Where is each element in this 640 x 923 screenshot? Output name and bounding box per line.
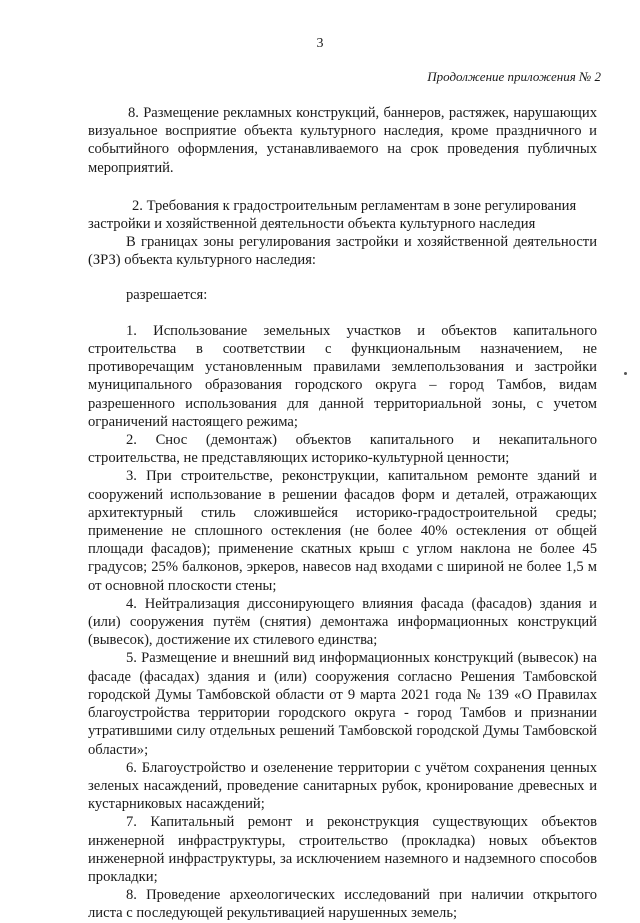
list-item: 7. Капитальный ремонт и реконструкция существующих объектов инженерной инфраструктуры, строительство (прокладка) новых объектов инженерной инфраструктуры, за исключением наземного и надземного способов прокладки;: [88, 814, 597, 885]
list-item: 8. Проведение археологических исследований при наличии открытого листа с последующей рекультивацией нарушенных земель;: [88, 887, 597, 922]
list-item: 2. Снос (демонтаж) объектов капитального и некапитального строительства, не представляющих историко-культурной ценности;: [88, 432, 597, 467]
list-item: 3. При строительстве, реконструкции, капитальном ремонте зданий и сооружений использование в решении фасадов форм и деталей, отражающих архитектурный стиль сложившейся историко-градостроительной среды; применение не сплошного остекления (не более 40% остекления от общей площади фасадов); применение скатных крыш с углом наклона не более 45 градусов; 25% балконов, эркеров, навесов над входами с шириной не более 1,5 м от основной плоскости стены;: [88, 468, 597, 594]
appendix-label: Продолжение приложения № 2: [427, 69, 601, 84]
scan-dot-mark: [624, 372, 627, 375]
section-title: [88, 197, 597, 233]
list-item: 1. Использование земельных участков и объектов капитального строительства в соответствии с функциональным назначением, не противоречащим установленным правилами землепользования и застройки муниципального образования городского округа – город Тамбов, видам разрешенного использования для данной территориальной зоны, с учетом ограничений настоящего режима;: [88, 322, 597, 430]
list-item: 5. Размещение и внешний вид информационных конструкций (вывесок) на фасаде (фасадах) здания и (или) сооружения согласно Решения Тамбовской городской Думы Тамбовской области от 9 марта 2021 года № 139 «О Правилах благоустройства территории городского округа - город Тамбов и признании утратившими силу отдельных решений Тамбовской городской Думы Тамбовской области»;: [88, 650, 597, 758]
item-8-advertising: 8. Размещение рекламных конструкций, баннеров, растяжек, нарушающих визуальное восприятие объекта культурного наследия, кроме праздничного и событийного оформления, устанавливаемого на срок проведения публичных мероприятий.: [88, 105, 597, 176]
permitted-label: разрешается:: [126, 286, 208, 303]
zone-intro: В границах зоны регулирования застройки и хозяйственной деятельности (ЗРЗ) объекта культурного наследия:: [88, 234, 597, 269]
list-item: 4. Нейтрализация диссонирующего влияния фасада (фасадов) здания и (или) сооружения путём (снятия) демонтажа информационных конструкций (вывесок), достижение их стилевого единства;: [88, 595, 597, 649]
section-title-line-2: застройки и хозяйственной деятельности объекта культурного наследия: [88, 216, 536, 233]
list-item: 6. Благоустройство и озеленение территории с учётом сохранения ценных зеленых насаждений, проведение санитарных рубок, кронирование древесных и кустарниковых насаждений;: [88, 759, 597, 813]
section-title-line-1: 2. Требования к градостроительным регламентам в зоне регулирования: [132, 197, 577, 214]
page-number: 3: [316, 36, 324, 51]
document-body: [88, 104, 597, 923]
